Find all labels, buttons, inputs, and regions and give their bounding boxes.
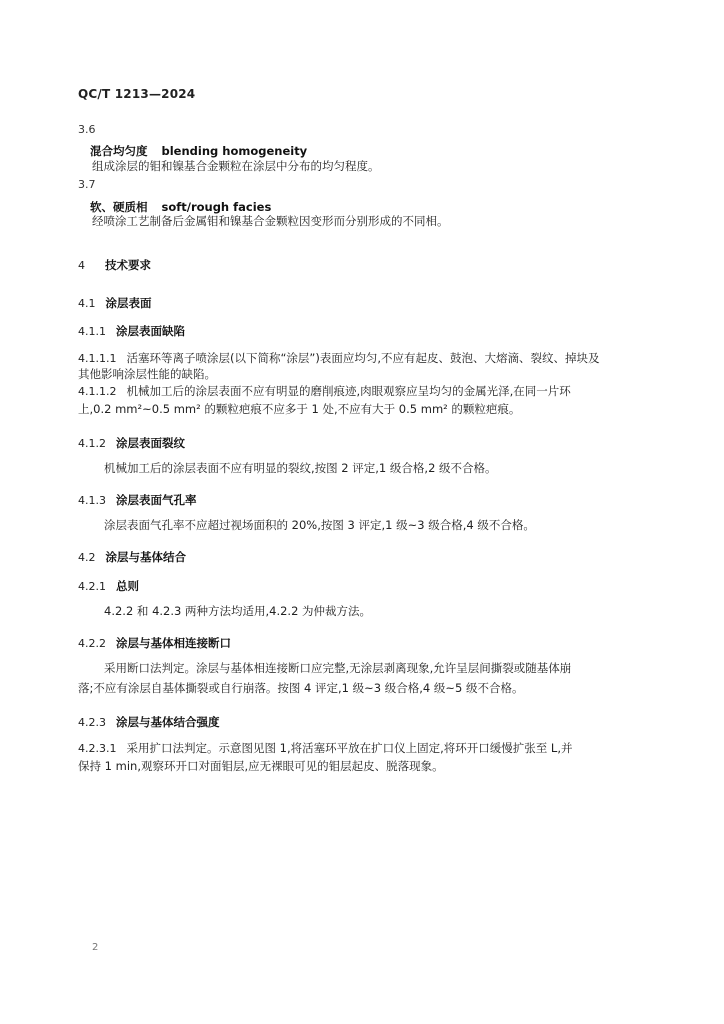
- term-heading: [90, 140, 307, 159]
- term-number: 3.6: [78, 123, 96, 136]
- clause-heading: [78, 575, 139, 594]
- clause-number: 4.1.1.1: [78, 352, 117, 365]
- clause-number: 4.2.2: [78, 637, 106, 650]
- term-en: blending homogeneity: [161, 144, 308, 158]
- clause-title: 涂层表面: [105, 296, 152, 310]
- paragraph-text: 活塞环等离子喷涂层(以下简称“涂层”)表面应均匀,不应有起皮、鼓泡、大熔滴、裂纹、掉块及: [126, 351, 600, 365]
- clause-number: 4.2.3: [78, 716, 106, 729]
- paragraph-line: 上,0.2 mm²~0.5 mm² 的颗粒疤痕不应多于 1 处,不应有大于 0.5 mm² 的颗粒疤痕。: [78, 402, 521, 416]
- clause-heading: [78, 432, 185, 451]
- paragraph-line: 机械加工后的涂层表面不应有明显的裂纹,按图 2 评定,1 级合格,2 级不合格。: [104, 461, 497, 475]
- clause-title: 涂层与基体结合: [105, 550, 186, 564]
- clause-number: 4.2.3.1: [78, 742, 117, 755]
- clause-title: 涂层表面气孔率: [116, 493, 197, 507]
- clause-number: 4.1.1: [78, 325, 106, 338]
- paragraph-line: 4.2.2 和 4.2.3 两种方法均适用,4.2.2 为仲裁方法。: [104, 604, 372, 618]
- paragraph-line: 落;不应有涂层自基体撕裂或自行崩落。按图 4 评定,1 级~3 级合格,4 级~5 级不合格。: [78, 681, 524, 695]
- term-definition: 经喷涂工艺制备后金属钼和镍基合金颗粒因变形而分别形成的不同相。: [92, 214, 449, 228]
- term-definition: 组成涂层的钼和镍基合金颗粒在涂层中分布的均匀程度。: [92, 159, 380, 173]
- paragraph-line: [78, 350, 600, 366]
- clause-heading: [78, 711, 220, 730]
- term-zh: 软、硬质相: [90, 200, 148, 214]
- clause-number: 4.1.3: [78, 494, 106, 507]
- clause-title: 涂层与基体相连接断口: [116, 636, 231, 650]
- paragraph-text: 机械加工后的涂层表面不应有明显的磨削痕迹,肉眼观察应呈均匀的金属光泽,在同一片环: [126, 384, 571, 398]
- clause-number: 4.1.2: [78, 437, 106, 450]
- paragraph-line: 涂层表面气孔率不应超过视场面积的 20%,按图 3 评定,1 级~3 级合格,4 级不合格。: [104, 518, 535, 532]
- section-number: 4: [78, 259, 85, 272]
- paragraph-line: [78, 383, 571, 399]
- clause-title: 总则: [116, 579, 139, 593]
- clause-number: 4.1: [78, 297, 96, 310]
- clause-number: 4.2: [78, 551, 96, 564]
- paragraph-line: [78, 740, 572, 756]
- section-heading: [78, 254, 151, 273]
- term-zh: 混合均匀度: [90, 144, 148, 158]
- clause-title: 涂层表面裂纹: [116, 436, 185, 450]
- clause-heading: [78, 546, 186, 565]
- section-title: 技术要求: [105, 258, 151, 272]
- clause-heading: [78, 632, 231, 651]
- clause-number: 4.1.1.2: [78, 385, 117, 398]
- term-number: 3.7: [78, 178, 96, 191]
- paragraph-text: 采用扩口法判定。示意图见图 1,将活塞环平放在扩口仪上固定,将环开口缓慢扩张至 L,并: [126, 741, 573, 755]
- term-en: soft/rough facies: [161, 200, 272, 214]
- page-number: 2: [92, 942, 99, 953]
- standard-code-header: QC/T 1213—2024: [78, 87, 196, 101]
- clause-title: 涂层与基体结合强度: [116, 715, 220, 729]
- paragraph-line: 其他影响涂层性能的缺陷。: [78, 367, 216, 381]
- clause-title: 涂层表面缺陷: [116, 324, 185, 338]
- paragraph-line: 采用断口法判定。涂层与基体相连接断口应完整,无涂层剥离现象,允许呈层间撕裂或随基体崩: [104, 661, 572, 675]
- clause-number: 4.2.1: [78, 580, 106, 593]
- paragraph-line: 保持 1 min,观察环开口对面钼层,应无裸眼可见的钼层起皮、脱落现象。: [78, 759, 444, 773]
- clause-heading: [78, 489, 197, 508]
- clause-heading: [78, 320, 185, 339]
- clause-heading: [78, 292, 152, 311]
